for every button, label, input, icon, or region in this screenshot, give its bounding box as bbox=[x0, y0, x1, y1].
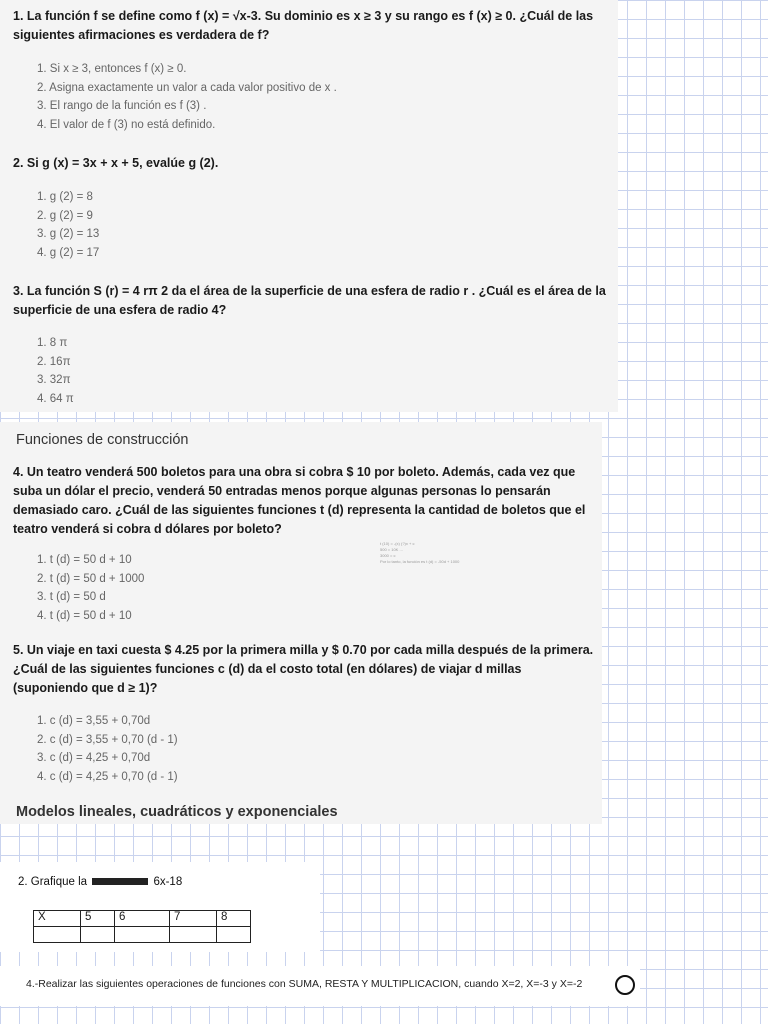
table-cell[interactable] bbox=[170, 927, 217, 943]
table-cell[interactable] bbox=[34, 927, 81, 943]
question-4-options bbox=[37, 551, 144, 625]
option[interactable]: 1. 8 π bbox=[37, 337, 68, 349]
option[interactable]: 1. t (d) = 50 d + 10 bbox=[37, 554, 132, 566]
option[interactable]: 2. t (d) = 50 d + 1000 bbox=[37, 572, 145, 585]
question-5-text: 5. Un viaje en taxi cuesta $ 4.25 por la primera milla y $ 0.70 por cada milla después de la primera. ¿Cuál de las siguientes funciones c (d) da el costo total (en dólares) de viajar d millas (suponiendo que d ≥ 1)? bbox=[13, 643, 594, 695]
operations-instruction: 4.-Realizar las siguientes operaciones de funciones con SUMA, RESTA Y MULTIPLICACION, cuando X=2, X=-3 y X=-2 bbox=[26, 978, 583, 990]
question-4-text: 4. Un teatro venderá 500 boletos para una obra si cobra $ 10 por boleto. Además, cada vez que suba un dólar el precio, venderá 50 entradas menos porque algunas personas lo pensarán demasiado caro. ¿Cuál de las siguientes funciones t (d) representa la cantidad de boletos que el teatro venderá si cobra d dólares por boleto? bbox=[13, 465, 586, 536]
table-cell: 6 bbox=[115, 911, 170, 927]
option[interactable]: 4. t (d) = 50 d + 10 bbox=[37, 609, 132, 622]
table-row bbox=[34, 927, 251, 943]
section-heading-models: Modelos lineales, cuadráticos y exponenciales bbox=[16, 804, 338, 820]
table-cell: 8 bbox=[217, 911, 251, 927]
option[interactable]: 2. Asigna exactamente un valor a cada valor positivo de x . bbox=[37, 81, 337, 94]
option[interactable]: 2. c (d) = 3,55 + 0,70 (d - 1) bbox=[37, 733, 178, 746]
option[interactable]: 4. 64 π bbox=[37, 392, 74, 405]
option[interactable]: 3. c (d) = 4,25 + 0,70d bbox=[37, 752, 151, 764]
table-cell: 5 bbox=[81, 911, 115, 927]
table-cell: X bbox=[34, 911, 81, 927]
question-1-text: 1. La función f se define como f (x) = √x-3. Su dominio es x ≥ 3 y su rango es f (x) ≥ 0. ¿Cuál de las siguientes afirmaciones es verdadera de f? bbox=[13, 9, 594, 42]
option[interactable]: 1. c (d) = 3,55 + 0,70d bbox=[37, 715, 151, 727]
question-2-options bbox=[37, 188, 99, 262]
circle-mark-icon bbox=[615, 975, 635, 995]
question-3-options bbox=[37, 334, 74, 408]
question-2-text: 2. Si g (x) = 3x + x + 5, evalúe g (2). bbox=[13, 156, 219, 170]
option[interactable]: 4. c (d) = 4,25 + 0,70 (d - 1) bbox=[37, 770, 178, 783]
option[interactable]: 2. g (2) = 9 bbox=[37, 209, 93, 222]
option[interactable]: 1. g (2) = 8 bbox=[37, 191, 93, 203]
option[interactable]: 3. 32π bbox=[37, 374, 71, 386]
option[interactable]: 2. 16π bbox=[37, 355, 71, 368]
table-cell[interactable] bbox=[217, 927, 251, 943]
table-cell[interactable] bbox=[115, 927, 170, 943]
question-5-options bbox=[37, 712, 178, 786]
graph-instruction: 2. Grafique la 6x-18 bbox=[18, 876, 183, 888]
redaction-mark bbox=[92, 878, 148, 885]
option[interactable]: 3. t (d) = 50 d bbox=[37, 591, 106, 603]
option[interactable]: 1. Si x ≥ 3, entonces f (x) ≥ 0. bbox=[37, 63, 187, 75]
option[interactable]: 4. El valor de f (3) no está definido. bbox=[37, 118, 216, 131]
table-cell[interactable] bbox=[81, 927, 115, 943]
option[interactable]: 3. El rango de la función es f (3) . bbox=[37, 100, 207, 112]
option[interactable]: 4. g (2) = 17 bbox=[37, 246, 100, 259]
option[interactable]: 3. g (2) = 13 bbox=[37, 228, 100, 240]
values-table bbox=[33, 910, 251, 943]
table-cell: 7 bbox=[170, 911, 217, 927]
question-3-text: 3. La función S (r) = 4 rπ 2 da el área de la superficie de una esfera de radio r . ¿Cuál es el área de la superficie de una esfera de radio 4? bbox=[13, 284, 606, 317]
question-1-options bbox=[37, 60, 337, 134]
section-heading-functions: Funciones de construcción bbox=[16, 432, 189, 448]
table-row bbox=[34, 911, 251, 927]
handwritten-note: t (10) = -(x) (?)x + c 500 = 10K ... 3000 = c Por lo tanto, la función es t (d) = -50d + 1000 bbox=[380, 541, 460, 564]
